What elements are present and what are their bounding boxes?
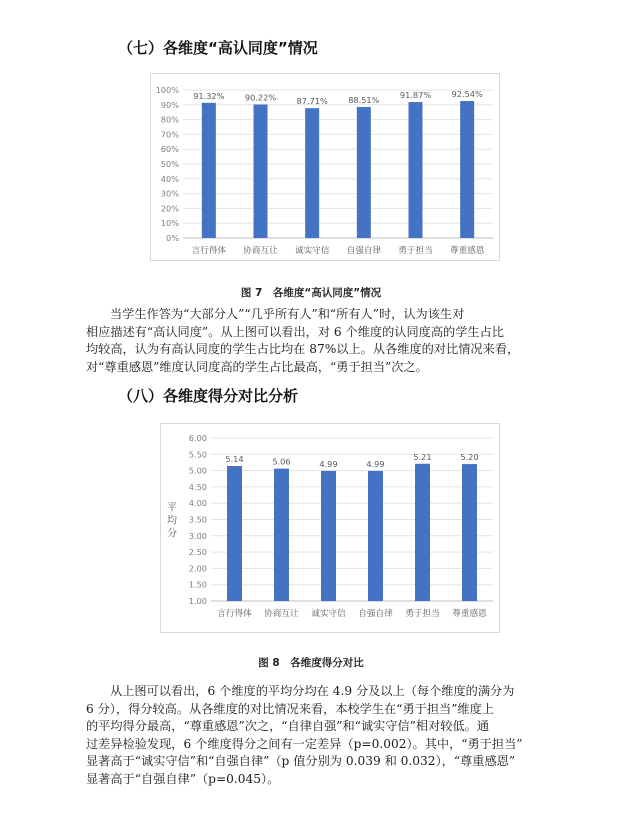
x-tick-label: 勇于担当 [398,246,433,256]
x-tick-label: 勇于担当 [405,609,440,619]
y-tick-label: 1.00 [188,596,207,606]
y-tick-label: 0% [166,233,179,243]
bar [415,464,430,601]
paragraph-2-line: 6 分），得分较高。从各维度的对比情况来看，本校学生在“勇于担当”维度上 [86,701,494,716]
bar [460,101,474,238]
x-tick-label: 尊重感恩 [449,246,485,256]
y-tick-label: 1.50 [188,579,207,590]
section-heading-7: （七）各维度“高认同度”情况 [118,39,318,57]
bar [202,103,216,238]
y-tick-label: 40% [160,173,179,184]
bar [368,471,383,601]
x-tick-label: 诚实守信 [294,246,330,256]
bar [409,102,423,238]
y-axis-label: 分 [167,528,177,540]
bar [357,107,371,238]
y-tick-label: 90% [160,99,179,110]
bar [305,108,319,238]
x-tick-label: 言行得体 [191,246,227,256]
data-label: 91.87% [399,90,432,101]
data-label: 5.20 [460,452,479,463]
data-label: 92.54% [451,89,483,100]
y-tick-label: 100% [155,85,179,95]
section-heading-8: （八）各维度得分对比分析 [118,387,299,405]
paragraph-2-line: 显著高于“自强自律”（p=0.045）。 [86,771,280,786]
data-label: 4.99 [319,458,338,469]
y-tick-label: 70% [160,129,179,140]
y-tick-label: 2.50 [188,547,207,558]
x-tick-label: 自强自律 [358,609,393,619]
x-tick-label: 诚实守信 [311,609,346,619]
bar [227,466,242,601]
paragraph-1-line: 相应描述有“高认同度”。从上图可以看出，对 6 个维度的认同度高的学生占比 [86,324,504,339]
paragraph-1-line: 当学生作答为“大部分人”“几乎所有人”和“所有人”时，认为该生对 [110,307,465,321]
bar [254,104,268,238]
y-tick-label: 3.50 [188,514,207,525]
chart-box-average-score [160,423,500,633]
bar [274,469,289,601]
data-label: 4.99 [366,458,385,469]
data-label: 87.71% [296,96,328,107]
bar [321,471,336,601]
y-tick-label: 50% [160,159,179,169]
y-tick-label: 3.00 [188,530,207,541]
y-tick-label: 5.50 [188,449,207,460]
data-label: 5.06 [272,456,291,467]
x-tick-label: 协商互让 [243,246,278,256]
x-tick-label: 言行得体 [217,609,252,619]
data-label: 90.22% [244,92,277,103]
bar [462,464,477,601]
x-tick-label: 自强自律 [346,246,382,256]
x-tick-label: 尊重感恩 [452,609,487,619]
y-tick-label: 4.00 [188,498,207,509]
y-tick-label: 60% [160,144,179,155]
figure-8-caption: 图 8 各维度得分对比 [258,657,364,669]
y-axis-label: 均 [167,515,177,527]
paragraph-2-line: 的平均得分最高，“尊重感恩”次之，“自律自强”和“诚实守信”相对较低。通 [86,719,490,734]
paragraph-1-line: 均较高，认为有高认同度的学生占比均在 87%以上。从各维度的对比情况来看， [86,342,520,357]
data-label: 5.14 [225,454,244,465]
data-label: 88.51% [348,95,380,106]
y-tick-label: 80% [160,114,179,125]
y-tick-label: 6.00 [188,433,207,443]
chart-box-high-recognition [150,73,500,261]
y-tick-label: 5.00 [188,465,207,476]
y-axis-label: 平 [167,502,177,514]
y-tick-label: 2.00 [188,563,207,574]
paragraph-1-line: 对“尊重感恩”维度认同度高的学生占比最高，“勇于担当”次之。 [86,359,428,374]
bar-chart-average-score [161,424,499,632]
data-label: 5.21 [413,451,432,462]
figure-7-caption: 图 7 各维度“高认同度”情况 [240,287,382,299]
paragraph-2-line: 过差异检验发现，6 个维度得分之间有一定差异（p=0.002）。其中，“勇于担当” [86,736,523,751]
y-tick-label: 20% [160,203,179,214]
y-tick-label: 4.50 [188,481,207,492]
paragraph-2 [86,683,523,789]
paragraph-2-line: 显著高于“诚实守信”和“自强自律”（p 值分别为 0.039 和 0.032），“尊重感恩” [86,754,516,769]
bar-chart-high-recognition [151,74,499,260]
y-tick-label: 10% [160,218,179,229]
paragraph-1 [86,306,519,376]
x-tick-label: 协商互让 [264,609,299,619]
data-label: 91.32% [193,90,225,101]
y-tick-label: 30% [160,188,179,199]
paragraph-2-line: 从上图可以看出，6 个维度的平均分均在 4.9 分及以上（每个维度的满分为 [110,684,515,698]
